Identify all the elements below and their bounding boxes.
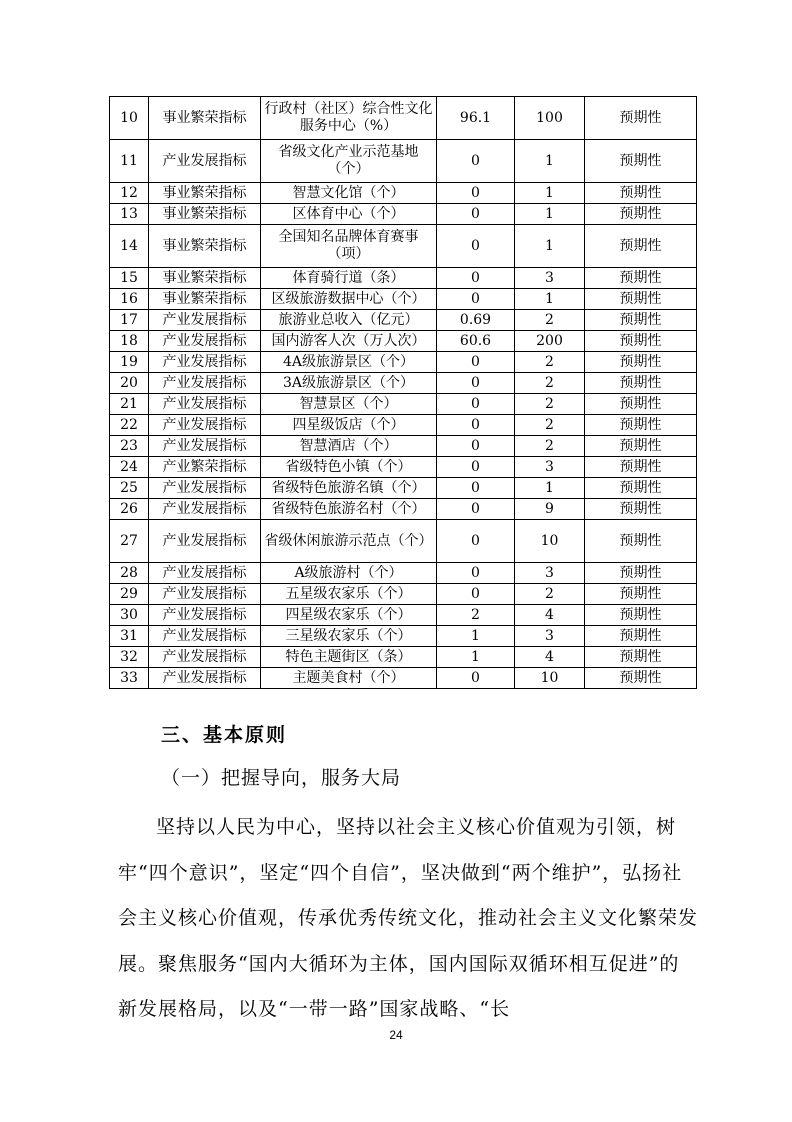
row-number-cell: 25 <box>110 478 149 499</box>
base-value-cell: 2 <box>437 605 515 626</box>
nature-cell: 预期性 <box>585 225 697 268</box>
category-cell: 产业繁荣指标 <box>149 457 261 478</box>
row-number-cell: 32 <box>110 647 149 668</box>
table-row <box>110 668 697 689</box>
target-value-cell: 2 <box>515 373 585 394</box>
row-number-cell: 19 <box>110 352 149 373</box>
indicator-cell: 省级文化产业示范基地（个） <box>261 140 437 183</box>
base-value-cell: 0 <box>437 140 515 183</box>
row-number-cell: 14 <box>110 225 149 268</box>
base-value-cell: 0 <box>437 268 515 289</box>
nature-cell: 预期性 <box>585 204 697 225</box>
category-cell: 产业发展指标 <box>149 331 261 352</box>
category-cell: 产业发展指标 <box>149 478 261 499</box>
row-number-cell: 11 <box>110 140 149 183</box>
row-number-cell: 33 <box>110 668 149 689</box>
indicator-cell: 智慧酒店（个） <box>261 436 437 457</box>
row-number-cell: 24 <box>110 457 149 478</box>
category-cell: 产业发展指标 <box>149 647 261 668</box>
category-cell: 产业发展指标 <box>149 140 261 183</box>
indicator-cell: 行政村（社区）综合性文化服务中心（%） <box>261 97 437 140</box>
category-cell: 产业发展指标 <box>149 520 261 563</box>
nature-cell: 预期性 <box>585 584 697 605</box>
target-value-cell: 3 <box>515 563 585 584</box>
subsection-heading: （一）把握导向，服务大局 <box>161 767 402 789</box>
indicator-cell: 四星级农家乐（个） <box>261 605 437 626</box>
base-value-cell: 0 <box>437 373 515 394</box>
base-value-cell: 0 <box>437 520 515 563</box>
nature-cell: 预期性 <box>585 415 697 436</box>
nature-cell: 预期性 <box>585 563 697 584</box>
target-value-cell: 2 <box>515 584 585 605</box>
target-value-cell: 9 <box>515 499 585 520</box>
category-cell: 产业发展指标 <box>149 668 261 689</box>
table-row <box>110 415 697 436</box>
nature-cell: 预期性 <box>585 97 697 140</box>
table-row <box>110 352 697 373</box>
table-row <box>110 520 697 563</box>
category-cell: 事业繁荣指标 <box>149 268 261 289</box>
category-cell: 产业发展指标 <box>149 626 261 647</box>
base-value-cell: 0 <box>437 668 515 689</box>
indicator-cell: 区体育中心（个） <box>261 204 437 225</box>
target-value-cell: 3 <box>515 268 585 289</box>
target-value-cell: 200 <box>515 331 585 352</box>
nature-cell: 预期性 <box>585 183 697 204</box>
indicator-cell: 智慧文化馆（个） <box>261 183 437 204</box>
table-row <box>110 626 697 647</box>
table-row <box>110 268 697 289</box>
base-value-cell: 0 <box>437 225 515 268</box>
page-number: 24 <box>389 1028 403 1042</box>
table-row <box>110 394 697 415</box>
table-row <box>110 605 697 626</box>
indicator-cell: 四星级饭店（个） <box>261 415 437 436</box>
table-row <box>110 204 697 225</box>
indicator-cell: 全国知名品牌体育赛事（项） <box>261 225 437 268</box>
table-row <box>110 289 697 310</box>
row-number-cell: 26 <box>110 499 149 520</box>
row-number-cell: 20 <box>110 373 149 394</box>
indicator-table-body <box>110 97 697 689</box>
nature-cell: 预期性 <box>585 373 697 394</box>
category-cell: 产业发展指标 <box>149 584 261 605</box>
nature-cell: 预期性 <box>585 499 697 520</box>
indicator-cell: 4A级旅游景区（个） <box>261 352 437 373</box>
indicator-cell: A级旅游村（个） <box>261 563 437 584</box>
target-value-cell: 10 <box>515 520 585 563</box>
base-value-cell: 0 <box>437 415 515 436</box>
target-value-cell: 1 <box>515 183 585 204</box>
base-value-cell: 0 <box>437 204 515 225</box>
row-number-cell: 12 <box>110 183 149 204</box>
category-cell: 产业发展指标 <box>149 499 261 520</box>
table-row <box>110 183 697 204</box>
table-row <box>110 499 697 520</box>
indicator-cell: 省级休闲旅游示范点（个） <box>261 520 437 563</box>
base-value-cell: 0 <box>437 457 515 478</box>
body-text <box>118 805 698 1033</box>
indicator-cell: 五星级农家乐（个） <box>261 584 437 605</box>
row-number-cell: 13 <box>110 204 149 225</box>
target-value-cell: 3 <box>515 626 585 647</box>
target-value-cell: 4 <box>515 647 585 668</box>
base-value-cell: 0 <box>437 563 515 584</box>
row-number-cell: 17 <box>110 310 149 331</box>
nature-cell: 预期性 <box>585 268 697 289</box>
nature-cell: 预期性 <box>585 457 697 478</box>
nature-cell: 预期性 <box>585 289 697 310</box>
indicator-cell: 主题美食村（个） <box>261 668 437 689</box>
indicator-cell: 三星级农家乐（个） <box>261 626 437 647</box>
table-row <box>110 436 697 457</box>
indicator-cell: 旅游业总收入（亿元） <box>261 310 437 331</box>
category-cell: 产业发展指标 <box>149 352 261 373</box>
row-number-cell: 29 <box>110 584 149 605</box>
category-cell: 事业繁荣指标 <box>149 289 261 310</box>
target-value-cell: 1 <box>515 225 585 268</box>
target-value-cell: 1 <box>515 478 585 499</box>
target-value-cell: 2 <box>515 436 585 457</box>
base-value-cell: 0 <box>437 289 515 310</box>
nature-cell: 预期性 <box>585 626 697 647</box>
base-value-cell: 0 <box>437 499 515 520</box>
row-number-cell: 31 <box>110 626 149 647</box>
table-row <box>110 225 697 268</box>
indicator-cell: 体育骑行道（条） <box>261 268 437 289</box>
nature-cell: 预期性 <box>585 352 697 373</box>
nature-cell: 预期性 <box>585 668 697 689</box>
table-row <box>110 457 697 478</box>
indicator-table <box>109 96 697 689</box>
base-value-cell: 1 <box>437 647 515 668</box>
row-number-cell: 21 <box>110 394 149 415</box>
target-value-cell: 100 <box>515 97 585 140</box>
category-cell: 产业发展指标 <box>149 563 261 584</box>
target-value-cell: 1 <box>515 140 585 183</box>
table-row <box>110 563 697 584</box>
indicator-cell: 区级旅游数据中心（个） <box>261 289 437 310</box>
indicator-cell: 国内游客人次（万人次） <box>261 331 437 352</box>
indicator-cell: 省级特色小镇（个） <box>261 457 437 478</box>
base-value-cell: 0 <box>437 584 515 605</box>
category-cell: 产业发展指标 <box>149 415 261 436</box>
nature-cell: 预期性 <box>585 310 697 331</box>
row-number-cell: 15 <box>110 268 149 289</box>
nature-cell: 预期性 <box>585 605 697 626</box>
indicator-cell: 省级特色旅游名镇（个） <box>261 478 437 499</box>
base-value-cell: 0 <box>437 478 515 499</box>
nature-cell: 预期性 <box>585 647 697 668</box>
category-cell: 产业发展指标 <box>149 436 261 457</box>
base-value-cell: 0 <box>437 352 515 373</box>
target-value-cell: 1 <box>515 289 585 310</box>
table-row <box>110 140 697 183</box>
row-number-cell: 23 <box>110 436 149 457</box>
table-row <box>110 97 697 140</box>
category-cell: 产业发展指标 <box>149 373 261 394</box>
row-number-cell: 22 <box>110 415 149 436</box>
category-cell: 产业发展指标 <box>149 605 261 626</box>
target-value-cell: 1 <box>515 204 585 225</box>
table-row <box>110 331 697 352</box>
target-value-cell: 3 <box>515 457 585 478</box>
category-cell: 产业发展指标 <box>149 394 261 415</box>
category-cell: 事业繁荣指标 <box>149 204 261 225</box>
section-heading: 三、基本原则 <box>161 724 288 746</box>
target-value-cell: 2 <box>515 310 585 331</box>
table-row <box>110 584 697 605</box>
nature-cell: 预期性 <box>585 140 697 183</box>
row-number-cell: 28 <box>110 563 149 584</box>
category-cell: 产业发展指标 <box>149 310 261 331</box>
row-number-cell: 27 <box>110 520 149 563</box>
target-value-cell: 2 <box>515 352 585 373</box>
nature-cell: 预期性 <box>585 331 697 352</box>
target-value-cell: 2 <box>515 394 585 415</box>
target-value-cell: 10 <box>515 668 585 689</box>
category-cell: 事业繁荣指标 <box>149 97 261 140</box>
table-row <box>110 647 697 668</box>
row-number-cell: 18 <box>110 331 149 352</box>
table-row <box>110 310 697 331</box>
body-paragraph: 坚持以人民为中心，坚持以社会主义核心价值观为引领，树牢“四个意识”，坚定“四个自信”，坚决做到“两个维护”，弘扬社会主义核心价值观，传承优秀传统文化，推动社会主义文化繁荣发展。聚焦服务“国内大循环为主体，国内国际双循环相互促进”的新发展格局，以及“一带一路”国家战略、“长 <box>118 816 699 1020</box>
base-value-cell: 0 <box>437 394 515 415</box>
target-value-cell: 2 <box>515 415 585 436</box>
nature-cell: 预期性 <box>585 478 697 499</box>
indicator-cell: 3A级旅游景区（个） <box>261 373 437 394</box>
category-cell: 事业繁荣指标 <box>149 225 261 268</box>
nature-cell: 预期性 <box>585 436 697 457</box>
row-number-cell: 10 <box>110 97 149 140</box>
indicator-cell: 省级特色旅游名村（个） <box>261 499 437 520</box>
table-row <box>110 478 697 499</box>
target-value-cell: 4 <box>515 605 585 626</box>
nature-cell: 预期性 <box>585 520 697 563</box>
row-number-cell: 16 <box>110 289 149 310</box>
base-value-cell: 0.69 <box>437 310 515 331</box>
base-value-cell: 0 <box>437 436 515 457</box>
category-cell: 事业繁荣指标 <box>149 183 261 204</box>
row-number-cell: 30 <box>110 605 149 626</box>
indicator-cell: 特色主题街区（条） <box>261 647 437 668</box>
base-value-cell: 0 <box>437 183 515 204</box>
indicator-cell: 智慧景区（个） <box>261 394 437 415</box>
table-row <box>110 373 697 394</box>
base-value-cell: 1 <box>437 626 515 647</box>
base-value-cell: 96.1 <box>437 97 515 140</box>
base-value-cell: 60.6 <box>437 331 515 352</box>
nature-cell: 预期性 <box>585 394 697 415</box>
